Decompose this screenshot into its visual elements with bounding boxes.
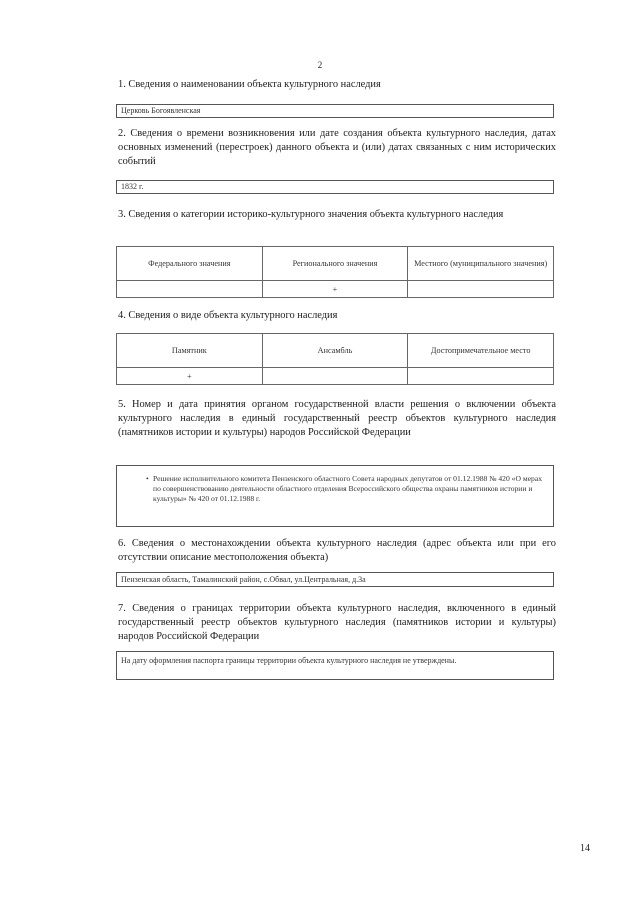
section-6-value: Пензенская область, Тамалинский район, с.Обвал, ул.Центральная, д.3а (116, 572, 554, 587)
category-mark-row (117, 281, 554, 298)
category-header-row (117, 247, 554, 281)
kind-mark-row (117, 368, 554, 385)
category-col-local: Местного (муниципального значения) (408, 247, 554, 281)
category-col-federal: Федерального значения (117, 247, 263, 281)
kind-header-row (117, 334, 554, 368)
page-number-top: 2 (317, 60, 323, 70)
section-1-value: Церковь Богоявленская (116, 104, 554, 118)
section-7-value: На дату оформления паспорта границы территории объекта культурного наследия не утверждены. (116, 651, 554, 680)
page-number-bottom: 14 (580, 843, 590, 854)
category-table (116, 246, 554, 298)
category-mark-federal (117, 281, 263, 298)
section-5-heading: 5. Номер и дата принятия органом государственной власти решения о включении объекта культурного наследия в единый государственный реестр объектов культурного наследия (памятников истории и культуры) народов Российской Федерации (118, 399, 556, 438)
category-col-regional: Регионального значения (262, 247, 408, 281)
kind-table (116, 333, 554, 385)
kind-mark-place (408, 368, 554, 385)
kind-col-monument: Памятник (117, 334, 263, 368)
section-2-value: 1832 г. (116, 180, 554, 194)
section-2-heading: 2. Сведения о времени возникновения или дате создания объекта культурного наследия, датах основных изменений (перестроек) данного объекта и (или) датах связанных с ним исторических событий (118, 128, 556, 167)
decision-list (121, 474, 549, 503)
kind-col-place: Достопримечательное место (408, 334, 554, 368)
section-7-heading: 7. Сведения о границах территории объекта культурного наследия, включенного в единый государственный реестр объектов культурного наследия (памятников истории и культуры) народов Российской Федерации (118, 603, 556, 642)
section-1-heading: 1. Сведения о наименовании объекта культурного наследия (118, 79, 381, 90)
kind-mark-ensemble (262, 368, 408, 385)
section-5-box (116, 465, 554, 527)
section-4-heading: 4. Сведения о виде объекта культурного наследия (118, 310, 338, 321)
category-mark-local (408, 281, 554, 298)
decision-item: • Решение исполнительного комитета Пензенского областного Совета народных депутатов от 01.12.1988 № 420 «О мерах по совершенствованию деятельности областного отделения Всероссийского общества охраны памятников истории и культуры» № 420 от 01.12.1988 г. (153, 474, 549, 503)
section-6-heading: 6. Сведения о местонахождении объекта культурного наследия (адрес объекта или при его отсутствии описание местоположения объекта) (118, 538, 556, 563)
kind-mark-monument: + (117, 368, 263, 385)
category-mark-regional: + (262, 281, 408, 298)
section-3-heading: 3. Сведения о категории историко-культурного значения объекта культурного наследия (118, 209, 504, 220)
kind-col-ensemble: Ансамбль (262, 334, 408, 368)
